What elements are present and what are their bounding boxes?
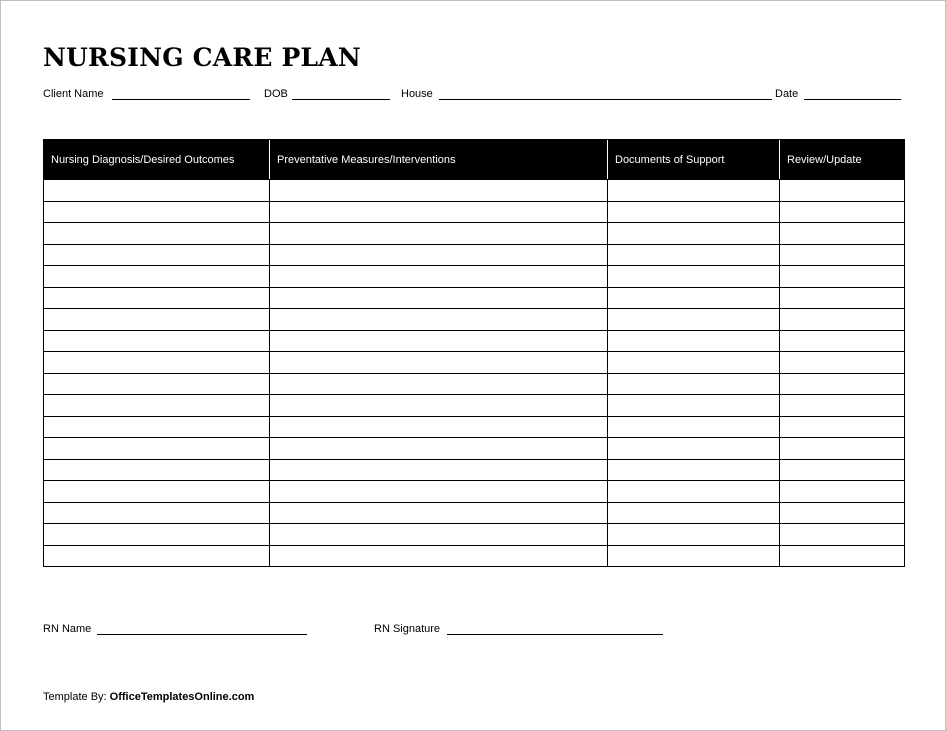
table-row xyxy=(44,180,905,202)
table-cell[interactable] xyxy=(44,223,270,245)
date-label: Date xyxy=(775,88,799,100)
table-cell[interactable] xyxy=(780,373,905,395)
table-row xyxy=(44,524,905,546)
table-cell[interactable] xyxy=(608,438,780,460)
table-cell[interactable] xyxy=(780,416,905,438)
table-cell[interactable] xyxy=(608,524,780,546)
table-cell[interactable] xyxy=(780,524,905,546)
rn-name-field[interactable] xyxy=(97,634,307,635)
table-cell[interactable] xyxy=(780,395,905,417)
table-body xyxy=(44,180,905,567)
table-cell[interactable] xyxy=(608,330,780,352)
page-title: NURSING CARE PLAN xyxy=(43,43,361,72)
table-cell[interactable] xyxy=(270,330,608,352)
table-cell[interactable] xyxy=(270,373,608,395)
table-cell[interactable] xyxy=(44,287,270,309)
house-field[interactable] xyxy=(439,99,772,100)
table-cell[interactable] xyxy=(780,244,905,266)
table-cell[interactable] xyxy=(44,481,270,503)
table-cell[interactable] xyxy=(780,309,905,331)
table-cell[interactable] xyxy=(780,438,905,460)
table-row xyxy=(44,244,905,266)
column-header-diagnosis: Nursing Diagnosis/Desired Outcomes xyxy=(44,140,270,180)
table-row xyxy=(44,502,905,524)
column-header-documents: Documents of Support xyxy=(608,140,780,180)
table-row xyxy=(44,330,905,352)
dob-field[interactable] xyxy=(292,99,390,100)
table-cell[interactable] xyxy=(270,545,608,567)
table-cell[interactable] xyxy=(780,330,905,352)
table-cell[interactable] xyxy=(608,416,780,438)
table-cell[interactable] xyxy=(780,459,905,481)
table-cell[interactable] xyxy=(608,180,780,202)
table-cell[interactable] xyxy=(270,309,608,331)
table-cell[interactable] xyxy=(270,395,608,417)
table-cell[interactable] xyxy=(780,201,905,223)
dob-label: DOB xyxy=(264,88,288,100)
header-fields xyxy=(1,87,945,103)
table-cell[interactable] xyxy=(270,524,608,546)
table-cell[interactable] xyxy=(780,266,905,288)
table-cell[interactable] xyxy=(44,438,270,460)
table-row xyxy=(44,416,905,438)
table-cell[interactable] xyxy=(780,287,905,309)
table-row xyxy=(44,266,905,288)
table-row xyxy=(44,481,905,503)
table-cell[interactable] xyxy=(44,180,270,202)
table-cell[interactable] xyxy=(608,266,780,288)
table-cell[interactable] xyxy=(780,352,905,374)
rn-name-label: RN Name xyxy=(43,623,92,635)
table-cell[interactable] xyxy=(608,373,780,395)
table-row xyxy=(44,438,905,460)
table-cell[interactable] xyxy=(270,416,608,438)
table-cell[interactable] xyxy=(608,502,780,524)
table-cell[interactable] xyxy=(608,244,780,266)
table-cell[interactable] xyxy=(780,223,905,245)
column-header-review: Review/Update xyxy=(780,140,905,180)
table-cell[interactable] xyxy=(44,373,270,395)
table-cell[interactable] xyxy=(608,309,780,331)
table-cell[interactable] xyxy=(44,266,270,288)
table-cell[interactable] xyxy=(270,459,608,481)
table-row xyxy=(44,352,905,374)
table-cell[interactable] xyxy=(270,244,608,266)
table-cell[interactable] xyxy=(608,545,780,567)
table-row xyxy=(44,373,905,395)
house-label: House xyxy=(401,88,433,100)
table-cell[interactable] xyxy=(270,266,608,288)
table-cell[interactable] xyxy=(780,180,905,202)
table-cell[interactable] xyxy=(608,352,780,374)
table-cell[interactable] xyxy=(44,330,270,352)
table-row xyxy=(44,309,905,331)
rn-signature-field[interactable] xyxy=(447,634,663,635)
rn-signature-label: RN Signature xyxy=(374,623,441,635)
table-cell[interactable] xyxy=(608,287,780,309)
table-cell[interactable] xyxy=(44,244,270,266)
column-header-interventions: Preventative Measures/Interventions xyxy=(270,140,608,180)
credit-prefix: Template By: xyxy=(43,691,107,703)
table-cell[interactable] xyxy=(270,201,608,223)
table-cell[interactable] xyxy=(270,438,608,460)
table-row xyxy=(44,459,905,481)
table-cell[interactable] xyxy=(44,524,270,546)
client-name-field[interactable] xyxy=(112,99,250,100)
credit-site: OfficeTemplatesOnline.com xyxy=(109,691,255,703)
table-cell[interactable] xyxy=(270,481,608,503)
table-cell[interactable] xyxy=(44,309,270,331)
care-plan-table xyxy=(43,139,905,567)
table-cell[interactable] xyxy=(270,180,608,202)
table-row xyxy=(44,395,905,417)
table-cell[interactable] xyxy=(44,395,270,417)
date-field[interactable] xyxy=(804,99,901,100)
table-cell[interactable] xyxy=(608,223,780,245)
table-cell[interactable] xyxy=(270,287,608,309)
table-cell[interactable] xyxy=(270,223,608,245)
template-credit xyxy=(43,691,254,703)
table-cell[interactable] xyxy=(780,545,905,567)
table-cell[interactable] xyxy=(44,416,270,438)
client-name-label: Client Name xyxy=(43,88,104,100)
table-row xyxy=(44,201,905,223)
table-header-row xyxy=(44,140,905,180)
table-cell[interactable] xyxy=(780,481,905,503)
table-cell[interactable] xyxy=(608,395,780,417)
table-cell[interactable] xyxy=(608,201,780,223)
table-cell[interactable] xyxy=(44,502,270,524)
table-cell[interactable] xyxy=(608,481,780,503)
table-cell[interactable] xyxy=(44,201,270,223)
table-cell[interactable] xyxy=(44,545,270,567)
table-cell[interactable] xyxy=(608,459,780,481)
table-row xyxy=(44,223,905,245)
table-row xyxy=(44,287,905,309)
table-cell[interactable] xyxy=(270,352,608,374)
table-cell[interactable] xyxy=(44,459,270,481)
table-cell[interactable] xyxy=(270,502,608,524)
table-cell[interactable] xyxy=(780,502,905,524)
table-cell[interactable] xyxy=(44,352,270,374)
table-row xyxy=(44,545,905,567)
